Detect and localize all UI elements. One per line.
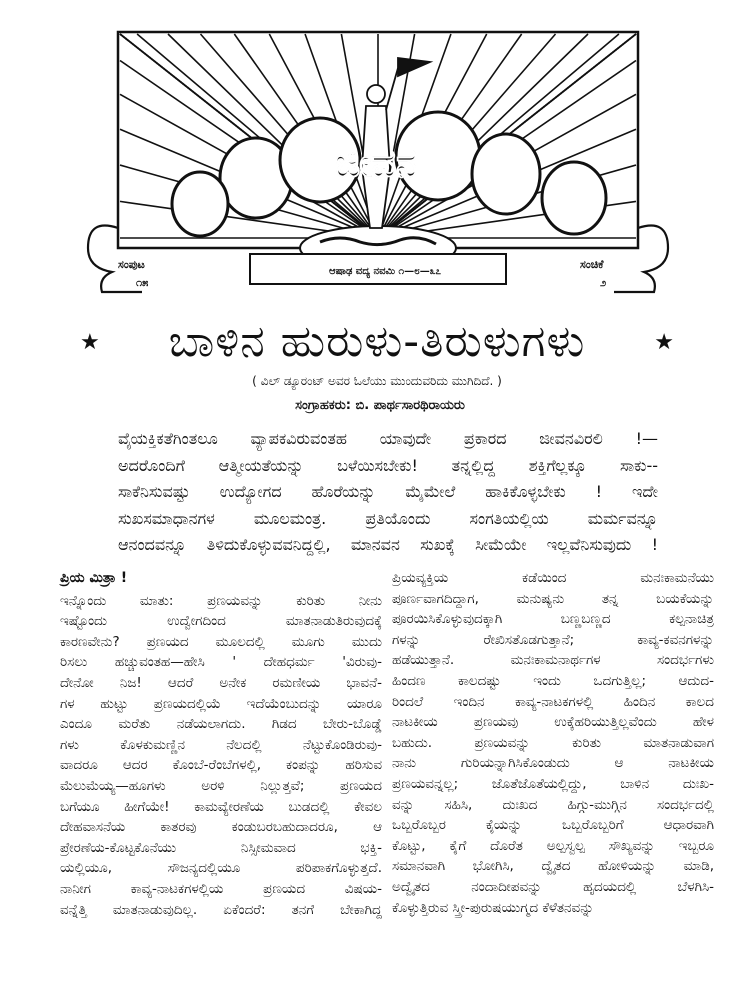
volume-label: ಸಂಪುಟ — [118, 258, 145, 271]
left-column — [60, 568, 382, 920]
body-line: ಬಗೆಯೂ ಹೀಗೆಯೇ! ಕಾಮವ್ಯೇರಣೆಯ ಬುಡದಲ್ಲಿ ಕೇವಲ — [60, 798, 382, 815]
body-line: ಪ್ರಿಯವ್ಯಕ್ತಿಯ ಕಡೆಯಿಂದ ಮನಃಕಾಮನೆಯು — [392, 570, 714, 586]
body-line: ವನ್ನು ಸಹಿಸಿ, ದುಃಖದ ಹಿಗ್ಗು-ಮುಗ್ಗಿನ ಸಂದರ್ಭದಲ್ಲಿ — [392, 796, 714, 813]
body-line: ಪೂರ್ಣವಾಗದಿದ್ದಾಗ, ಮನುಷ್ಯನು ತನ್ನ ಬಯಕೆಯನ್ನು — [392, 590, 714, 607]
body-line: ದೇಹವಾಸನೆಯ ಕಾತರವು ಕಂಡುಬರಬಹುದಾದರೂ, ಆ — [60, 819, 382, 836]
body-line: ಗಳ ಹುಟ್ಟು ಪ್ರಣಯದಲ್ಲಿಯೆ ಇದೆಯೆಂಬುದನ್ನು ಯಾರೂ — [60, 695, 382, 712]
star-icon: ★ — [80, 330, 100, 355]
body-line: ವಾದರೂ ಆದರ ಕೊಂಬೆ-ರೆಂಬೆಗಳಲ್ಲಿ, ಕಂಪನ್ನು ಹರಿಸುವ — [60, 757, 382, 774]
intro-line: ಆನಂದವನ್ನೂ ತಿಳಿದುಕೊಳ್ಳುವವನಿದ್ದಲ್ಲಿ, ಮಾನವನ ಸುಖಕ್ಕೆ ಸೀಮೆಯೇ ಇಲ್ಲವೆನಿಸುವುದು ! — [118, 535, 658, 554]
intro-line: ಸಾಕೆನಿಸುವಷ್ಟು ಉದ್ಯೋಗದ ಹೊರೆಯನ್ನು ಮೈಮೇಲೆ ಹಾಕಿಕೊಳ್ಳಬೇಕು ! ಇದೇ — [118, 482, 658, 501]
body-line: ಪೂರಯಿಸಿಕೊಳ್ಳುವುದಕ್ಕಾಗಿ ಬಣ್ಣಬಣ್ಣದ ಕಲ್ಪನಾಚಿತ್ರ — [392, 611, 714, 628]
issue-date: ಆಷಾಢ ವದ್ಯ ನವಮಿ ೧—೮—೩೭ — [329, 266, 441, 277]
body-line: ರಿಸಲು ಹಚ್ಚುವಂತಹ—ಹೇಸಿ ' ದೇಹಧರ್ಮ 'ವಿರುವು- — [60, 654, 382, 671]
body-line: ಅದ್ವೈತದ ನಂದಾದೀಪವನ್ನು ಹೃದಯದಲ್ಲಿ ಬೆಳಗಿಸಿ- — [392, 878, 714, 895]
star-icon: ★ — [654, 330, 674, 355]
body-line: ಸಮಾನವಾಗಿ ಭೋಗಿಸಿ, ದ್ವೈತದ ಹೋಳಿಯನ್ನು ಮಾಡಿ, — [392, 858, 714, 875]
body-line: ಎಂದೂ ಮರೆತು ನಡೆಯಲಾಗದು. ಗಿಡದ ಬೇರು-ಬೊಡ್ಡೆ — [60, 716, 382, 733]
body-line: ಗಳನ್ನು ರೇಖಿಸತೊಡಗುತ್ತಾನೆ; ಕಾವ್ಯ-ಕವನಗಳನ್ನು — [392, 631, 714, 648]
compiler-credit: ಸಂಗ್ರಾಹಕರು: ಬಿ. ಪಾರ್ಥಸಾರಥಿರಾಯರು — [295, 398, 465, 413]
body-line: ಕೊಟ್ಟು, ಕೈಗೆ ದೊರೆತ ಅಲ್ಪಸ್ವಲ್ಪ ಸೌಖ್ಯವನ್ನು ಇಬ್ಬರೂ — [392, 837, 714, 854]
body-line: ಹಿಂದಣ ಕಾಲದಷ್ಟು ಇಂದು ಒದಗುತ್ತಿಲ್ಲ; ಆದುದ- — [392, 672, 714, 689]
volume-number: ೧೫ — [136, 276, 149, 289]
body-line: ಯಲ್ಲಿಯೂ, ಸೌಜನ್ಯದಲ್ಲಿಯೂ ಪರಿಪಾಕಗೊಳ್ಳುತ್ತದೆ. — [60, 860, 382, 877]
body-line: ಗಳು ಕೊಳಕುಮಣ್ಣಿನ ನೆಲದಲ್ಲಿ ನೆಟ್ಟುಕೊಂಡಿರುವು- — [60, 736, 382, 753]
body-line: ಪ್ರೇರಣೆಯ-ಕೊಟ್ಟಕೊನೆಯು ನಿಸ್ಸೀಮವಾದ ಭಕ್ತಿ- — [60, 839, 382, 856]
right-column — [392, 568, 714, 918]
body-line: ಹಡೆಯುತ್ತಾನೆ. ಮನಃಕಾಮನಾರ್ಥಗಳ ಸಂದರ್ಭಗಳು — [392, 652, 714, 669]
body-line: ಕೊಳ್ಳುತ್ತಿರುವ ಸ್ತ್ರೀ-ಪುರುಷಯುಗ್ಮದ ಕೆಳೆತನವನ್ನು — [392, 899, 594, 916]
intro-line: ಸುಖಸಮಾಧಾನಗಳ ಮೂಲಮಂತ್ರ. ಪ್ರತಿಯೊಂದು ಸಂಗತಿಯಲ್ಲಿಯ ಮರ್ಮವನ್ನೂ — [118, 508, 658, 528]
body-line: ಒಬ್ಬರೊಬ್ಬರ ಕೈಯನ್ನು ಒಬ್ಬರೊಬ್ಬರಿಗೆ ಆಧಾರವಾಗಿ — [392, 817, 714, 834]
intro-line: ಅದರೊಂದಿಗೆ ಆತ್ಮೀಯತೆಯನ್ನು ಬಳೆಯಿಸಬೇಕು! ತನ್ನಲ್ಲಿದ್ದ ಶಕ್ತಿಗೆಲ್ಲಕ್ಕೂ ಸಾಕು-- — [118, 455, 658, 475]
intro-line: ವೈಯಕ್ತಿಕತೆಗಿಂತಲೂ ವ್ಯಾಪಕವಿರುವಂತಹ ಯಾವುದೇ ಪ್ರಕಾರದ ಜೀವನವಿರಲಿ !— — [118, 429, 658, 448]
intro-paragraph — [118, 426, 658, 559]
logo-text: ಜೀವನ — [334, 141, 418, 185]
salutation-heading: ಪ್ರಿಯ ಮಿತ್ರಾ ! — [60, 570, 128, 586]
body-line: ಇಷ್ಟೊಂದು ಉದ್ವೇಗದಿಂದ ಮಾತನಾಡುತಿರುವುದಕ್ಕೆ — [60, 613, 382, 630]
body-line: ನಾಟಕೀಯ ಪ್ರಣಯವು ಉಕ್ಕೆಹರಿಯುತ್ತಿಲ್ಲವೆಂದು ಹೇಳ — [392, 714, 714, 731]
article-subtitle: ( ವಿಲ್ ಡ್ಯೂರಂಟ್ ಅವರ ಓಲೆಯು ಮುಂದುವರಿದು ಮುಗಿದಿದೆ. ) — [252, 374, 502, 388]
body-line: ಪ್ರಣಯವನ್ನಲ್ಲ; ಜೊತೆಜೊತೆಯಲ್ಲಿದ್ದು, ಬಾಳಿನ ದುಃಖ- — [392, 775, 714, 792]
body-line: ಇನ್ನೊಂದು ಮಾತು: ಪ್ರಣಯವನ್ನು ಕುರಿತು ನೀನು — [60, 592, 382, 609]
body-line: ಮೆಲುಮೆಯ್ಯ—ಹೂಗಳು ಅರಳಿ ನಿಲ್ಲುತ್ತವೆ; ಪ್ರಣಯದ — [60, 777, 382, 794]
body-line: ಬಹುದು. ಪ್ರಣಯವನ್ನು ಕುರಿತು ಮಾತನಾಡುವಾಗ — [392, 734, 714, 751]
body-line: ದೇನೋ ನಿಜ! ಆದರೆ ಅನೇಕ ರಮಣೀಯ ಭಾವನೆ- — [60, 674, 382, 691]
issue-number-label: ಸಂಚಿಕೆ — [580, 258, 604, 271]
scroll-ornament-right — [614, 226, 668, 293]
body-line: ನಾನು ಗುರಿಯನ್ನಾಗಿಸಿಕೊಂಡುದು ಆ ನಾಟಕೀಯ — [392, 755, 714, 772]
body-line: ಕಾರಣವೇನು? ಪ್ರಣಯದ ಮೂಲದಲ್ಲಿ ಮೂಗು ಮುದು — [60, 633, 382, 650]
masthead-banner — [80, 28, 674, 308]
page-title: ಬಾಳಿನ ಹುರುಳು-ತಿರುಳುಗಳು — [168, 316, 586, 367]
body-line: ವನ್ನೆತ್ತಿ ಮಾತನಾಡುವುದಿಲ್ಲ. ಏಕೆಂದರೆ: ತನಗೆ ಬೇಕಾಗಿದ್ದ — [60, 901, 382, 918]
title-row — [70, 316, 684, 376]
body-line: ನಾನೀಗ ಕಾವ್ಯ-ನಾಟಕಗಳಲ್ಲಿಯ ಪ್ರಣಯದ ವಿಷಯ- — [60, 880, 382, 897]
body-line: ರಿಂದಲೆ ಇಂದಿನ ಕಾವ್ಯ-ನಾಟಕಗಳಲ್ಲಿ ಹಿಂದಿನ ಕಾಲದ — [392, 693, 714, 710]
issue-number: ೨ — [600, 276, 607, 289]
